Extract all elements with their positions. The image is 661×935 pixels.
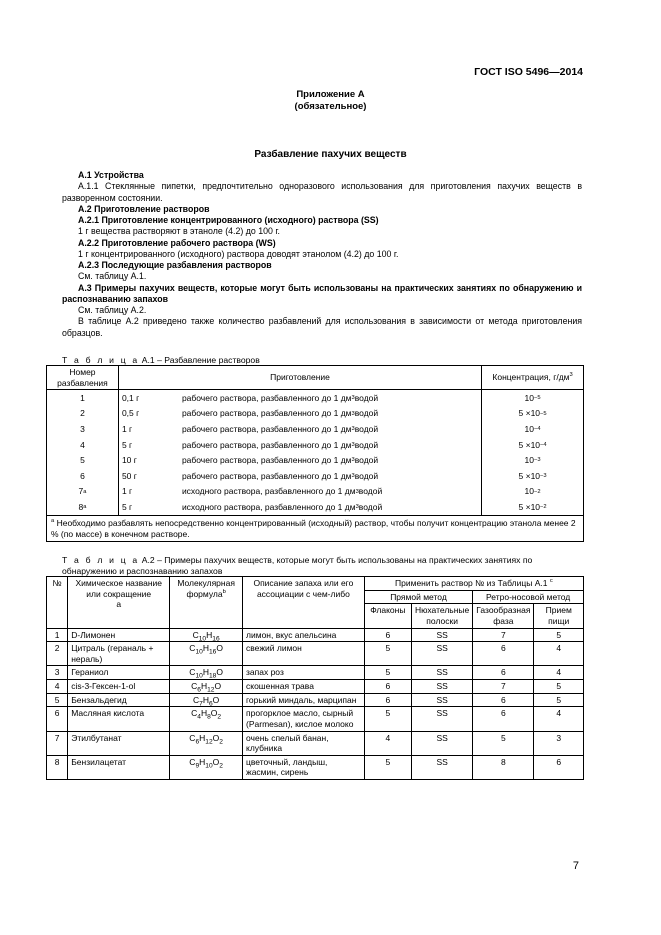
formula-subscript: 12 [205,738,213,746]
formula-subscript: 16 [212,635,220,643]
body-paragraph: См. таблицу А.1. [78,271,147,282]
table1-row-preparation: 1 г рабочего раствора, разбавленного до 1 дм 3 водой [119,421,481,437]
table1-row-number-text: 6 [80,470,85,481]
table2-header-formula-sup: b [222,588,226,595]
table1-row-base: 10 [530,408,541,419]
table2-cell-intake: 4 [534,666,584,680]
formula-element: H [199,756,206,767]
table2-cell-flacons: 5 [364,755,411,779]
body-paragraph: А.1.1 Стеклянные пипетки, предпочтительно одноразового использования для приготовления пахучих веществ в разворенном состоянии. [62,181,582,203]
table1-row-base: 10 [530,501,541,512]
table1-row-preparation: 0,5 г рабочего раствора, разбавленного до 1 дм 3 водой [119,406,481,422]
table1-row-number-text: 3 [80,423,85,434]
formula-element: O [212,732,220,743]
table1-body [47,390,584,516]
table1-header-concentration-text: Концентрация, г/дм [492,372,570,383]
table1-row-number: 7 а [78,486,87,497]
table2-cell-name: Этилбутанат [68,731,170,755]
table1-row-number-text: 8 [78,501,84,512]
formula-element: H [200,681,208,691]
table1-footnote-text: Необходимо разбавлять непосредственно концентрированный (исходный) раствор, чтобы получит концентрацию этанола менее 2 % (по массе) в конечном растворе. [51,518,576,539]
table2-cell-number: 1 [47,628,68,642]
table1-row-description: рабочего раствора, разбавленного до 1 дм [181,439,352,450]
table2-cell-formula [170,707,243,731]
formula-element: C [189,667,196,678]
table2-cell-strips: SS [411,666,472,680]
table2-header-name [68,577,170,629]
table2-cell-flacons: 6 [364,693,411,707]
formula-subscript: 10 [198,635,207,643]
table2-cell-name: D-Лимонен [68,628,170,642]
table1-row-amount: 0,1 г [121,392,140,403]
table2-header-name-sup: a [116,599,122,610]
table2-header-flacons: Флаконы [364,604,411,628]
table2-cell-strips: SS [411,755,472,779]
formula-subscript: 6 [208,700,213,708]
formula-element: H [199,732,206,743]
formula-element: C [189,732,196,743]
table2-cell-name: Цитраль (гераналь + нераль) [68,642,170,666]
table2-cell-formula [170,666,243,680]
table1-row-number [47,453,118,469]
table1-row-coefficient: 5 × [518,501,531,512]
table2-cell-strips: SS [411,642,472,666]
table1-row-description: рабочего раствора, разбавленного до 1 дм [181,392,352,403]
table1-row-preparation: 0,1 г рабочего раствора, разбавленного до 1 дм 3 водой [119,390,481,406]
table2-row [47,693,584,707]
body-paragraph: А.2.3 Последующие разбавления растворов [78,260,272,270]
table1-row-amount: 5 г [121,439,133,450]
table2-cell-formula [170,731,243,755]
table1-row-description: исходного раствора, разбавленного до 1 дм [181,486,356,497]
formula-element: C [191,708,198,719]
formula-element: H [202,694,209,705]
table1-caption-label: Т а б л и ц а [62,355,140,365]
formula-element: H [200,708,208,719]
table2-cell-number: 3 [47,666,68,680]
body-paragraph: А.2.2 Приготовление рабочего раствора (WS) [78,237,276,248]
table1-row-number [47,390,118,406]
formula-element: H [202,643,209,654]
table2-cell-description: свежий лимон [243,642,365,666]
formula-subscript: 7 [199,700,203,708]
table2-cell-gas: 7 [473,628,534,642]
table1-row-description-tail: водой [358,486,383,497]
table1-row-coefficient: 5 × [518,470,531,481]
table1-row-preparation: 10 г рабочего раствора, разбавленного до 1 дм 3 водой [119,453,481,469]
table2-cell-strips: SS [411,731,472,755]
table2-cell-gas: 6 [473,707,534,731]
table1-row-base: 10 [530,439,541,450]
table1-row-preparation: 5 г рабочего раствора, разбавленного до 1 дм 3 водой [119,437,481,453]
table2-row [47,680,584,694]
table2-header-description: Описание запаха или его ассоциации с чем-либо [243,577,365,629]
table1-row-number: 8 а [78,501,87,512]
table2-cell-intake: 4 [534,642,584,666]
table2-header-apply [364,577,583,591]
formula-element: C [189,756,196,767]
formula-subscript: 10 [195,648,203,656]
table1-row-number-text: 7 [78,486,84,497]
table1-row-concentration: 5 × 10 −5 [518,408,547,419]
formula-subscript: 12 [207,686,215,694]
table2-cell-gas: 6 [473,693,534,707]
table2-row [47,628,584,642]
table1-row-concentration: 10 −5 [524,392,541,403]
table1-row-preparation: 1 г исходного раствора, разбавленного до 1 дм 3 водой [119,484,481,500]
body-paragraph: А.2 Приготовление растворов [78,203,210,214]
table1-row-description-tail: водой [354,408,379,419]
table2-cell-flacons: 5 [364,707,411,731]
table1-row-amount: 50 г [121,470,137,481]
table2-header-intake: Прием пищи [534,604,584,628]
table2-cell-intake: 3 [534,731,584,755]
dilution-table [46,365,584,542]
table2-cell-number: 2 [47,642,68,666]
table1-row-amount: 10 г [121,455,137,466]
table1-row-concentration: 5 × 10 −2 [518,501,547,512]
table1-row-number-text: 1 [80,392,85,403]
formula-subscript: 2 [217,713,222,721]
table2-header-strips: Нюхательные полоски [411,604,472,628]
table2-row [47,731,584,755]
table2-header-direct: Прямой метод [364,590,473,604]
table1-header-preparation: Приготовление [118,366,481,390]
formula-element: O [210,708,218,719]
table1-header-concentration [482,366,584,390]
body-paragraph: А.2.1 Приготовление концентрированного (исходного) раствора (SS) [78,215,379,225]
table2-cell-number: 8 [47,755,68,779]
table1-footnote [47,516,584,542]
table1-row-coefficient: 5 × [518,439,531,450]
table2-cell-formula [170,693,243,707]
table2-cell-intake: 5 [534,680,584,694]
body-paragraph: 1 г вещества растворяют в этаноле (4.2) до 100 г. [78,226,280,237]
body-paragraph: А.3 Примеры пахучих веществ, которые могут быть использованы на практических занятиях по обнаружению и распознаванию запахов [62,282,582,304]
table1-row-number-text: 4 [80,439,85,450]
table2-row [47,755,584,779]
table1-numbers-cell [47,390,119,516]
table1-row-concentration: 5 × 10 −4 [518,439,547,450]
table1-header-number: Номер разбавления [47,366,119,390]
table2-cell-name: Гераниол [68,666,170,680]
table2-caption [62,555,586,576]
table2-cell-flacons: 5 [364,666,411,680]
table2-header-gas: Газообразная фаза [473,604,534,628]
table2-cell-number: 7 [47,731,68,755]
table2-cell-name: Масляная кислота [68,707,170,731]
table2-cell-description: скошенная трава [243,680,365,694]
table2-cell-description: цветочный, ландыш, жасмин, сирень [243,755,365,779]
table2-cell-name: cis-3-Гексен-1-ol [68,680,170,694]
table1-row-concentration: 5 × 10 −3 [518,470,547,481]
body-paragraph: См. таблицу А.2. [78,305,147,315]
table1-row-base: 10 [524,423,534,434]
body-paragraph: 1 г концентрированного (исходного) раствора доводят этанолом (4.2) до 100 г. [78,248,399,259]
formula-subscript: 4 [197,713,201,721]
formula-element: O [216,643,223,654]
table1-row-base: 10 [524,392,534,403]
table2-header-retro: Ретро-носовой метод [473,590,584,604]
table1-row-base: 10 [524,486,534,497]
table1-footnote-mark: а [51,518,55,525]
table2-cell-number: 6 [47,707,68,731]
formula-element: O [212,756,220,767]
table1-row-description-tail: водой [354,439,379,450]
table2-cell-strips: SS [411,707,472,731]
table1-row-amount: 0,5 г [121,408,140,419]
page-number: 7 [572,860,579,872]
table2-cell-flacons: 6 [364,680,411,694]
table2-cell-name: Бензальдегид [68,693,170,707]
table2-header-apply-sup: c [549,578,553,585]
formula-subscript: 9 [195,762,200,770]
table1-row-description-tail: водой [354,470,379,481]
table2-cell-formula [170,642,243,666]
table2-row [47,642,584,666]
table1-row-description-tail: водой [354,423,379,434]
table1-row-number [47,406,118,422]
table1-row-number-text: 2 [80,408,85,419]
table1-row-concentration: 10 −3 [524,455,541,466]
formula-element: O [212,694,220,705]
table1-row-number [47,437,118,453]
standard-header: ГОСТ ISO 5496—2014 [474,66,583,78]
table2-cell-gas: 5 [473,731,534,755]
table1-row-description-tail: водой [354,392,379,403]
table2-cell-description: запах роз [243,666,365,680]
table1-row-preparation: 5 г исходного раствора, разбавленного до 1 дм 3 водой [119,499,481,515]
table2-header-formula [170,577,243,629]
table2-caption-text: А.2 – Примеры пахучих веществ, которые могут быть использованы на практических занятиях по обнаружению и распознаванию запахов [62,555,533,576]
formula-subscript: 6 [197,686,201,694]
table2-cell-strips: SS [411,628,472,642]
table2-header-formula-text: Молекулярная формула [177,578,235,599]
table2-row [47,666,584,680]
formula-element: C [192,629,199,640]
table1-footnote-row [47,516,584,542]
table1-row-amount: 1 г [121,486,133,497]
table2-cell-gas: 8 [473,755,534,779]
body-paragraph: А.1 Устройства [78,170,144,180]
formula-element: H [202,667,209,678]
table2-cell-flacons: 6 [364,628,411,642]
table1-row-amount: 1 г [121,423,133,434]
table2-cell-intake: 6 [534,755,584,779]
table1-row-amount: 5 г [121,501,133,512]
formula-element: C [191,681,198,691]
body-paragraph: В таблице А.2 приведено также количество разбавлений для использования в зависимости от метода приготовления образцов. [62,316,582,338]
table1-concentration-cell [482,390,584,516]
formula-element: C [192,694,200,705]
table1-preparation-cell [118,390,481,516]
formula-subscript: 16 [208,648,217,656]
table1-row-description: рабочего раствора, разбавленного до 1 дм [181,455,352,466]
table2-row [47,707,584,731]
table2-cell-gas: 6 [473,666,534,680]
table1-row-description: рабочего раствора, разбавленного до 1 дм [181,470,352,481]
table1-row-description-tail: водой [358,501,383,512]
table2-header-number: № [47,577,68,629]
formula-element: O [216,667,223,678]
annex-title: Приложение А [296,89,365,100]
table2-cell-strips: SS [411,693,472,707]
table1-row-description-tail: водой [354,455,379,466]
table1-row-description: рабочего раствора, разбавленного до 1 дм [181,408,352,419]
table2-cell-formula [170,628,243,642]
formula-subscript: 8 [207,713,211,721]
table2-header-name-text: Химическое название или сокращение [75,578,163,599]
table1-row-number [47,421,118,437]
table1-row-concentration: 10 −2 [524,486,541,497]
table1-row-preparation: 50 г рабочего раствора, разбавленного до 1 дм 3 водой [119,468,481,484]
table1-row-base: 10 [524,455,534,466]
table2-cell-formula [170,680,243,694]
formula-element: C [189,643,196,654]
annex-heading [0,89,661,114]
table1-header-row [47,366,584,390]
table2-cell-description: прогорклое масло, сырный (Parmesan), кислое молоко [243,707,365,731]
table2-cell-description: очень спелый банан, клубника [243,731,365,755]
table2-caption-label: Т а б л и ц а [62,555,140,565]
table2-cell-intake: 5 [534,693,584,707]
formula-subscript: 10 [195,673,203,681]
table2-cell-description: горький миндаль, марципан [243,693,365,707]
formula-subscript: 18 [208,673,217,681]
table2-cell-formula [170,755,243,779]
table1-row-description: исходного раствора, разбавленного до 1 дм [181,501,356,512]
table2-header-apply-text: Применить раствор № из Таблицы А.1 [395,578,548,588]
table1-row-number [47,468,118,484]
formula-element: H [206,629,213,640]
table1-row-number-text: 5 [80,455,85,466]
table2-cell-description: лимон, вкус апельсина [243,628,365,642]
table2-cell-intake: 4 [534,707,584,731]
table2-cell-gas: 6 [473,642,534,666]
body-text [62,170,582,339]
formula-subscript: 2 [219,738,223,746]
table2-cell-name: Бензилацетат [68,755,170,779]
table2-cell-number: 5 [47,693,68,707]
odorants-table [46,576,584,780]
formula-element: O [214,681,222,691]
table1-row-coefficient: 5 × [518,408,531,419]
table2-cell-number: 4 [47,680,68,694]
formula-subscript: 6 [195,738,200,746]
table2-cell-strips: SS [411,680,472,694]
section-title: Разбавление пахучих веществ [254,149,407,160]
annex-status: (обязательное) [294,101,367,113]
table2-header-row-1 [47,577,584,591]
formula-subscript: 10 [205,762,213,770]
table2-cell-intake: 5 [534,628,584,642]
table2-cell-gas: 7 [473,680,534,694]
table2-body [47,628,584,780]
table1-row-description: рабочего раствора, разбавленного до 1 дм [181,423,352,434]
table2-cell-flacons: 4 [364,731,411,755]
table1-header-concentration-sup: 3 [569,372,573,379]
table1-caption-text: А.1 – Разбавление растворов [141,355,260,365]
formula-subscript: 2 [219,762,223,770]
table1-row-concentration: 10 −4 [524,423,541,434]
table2-cell-flacons: 5 [364,642,411,666]
table1-row-base: 10 [530,470,541,481]
